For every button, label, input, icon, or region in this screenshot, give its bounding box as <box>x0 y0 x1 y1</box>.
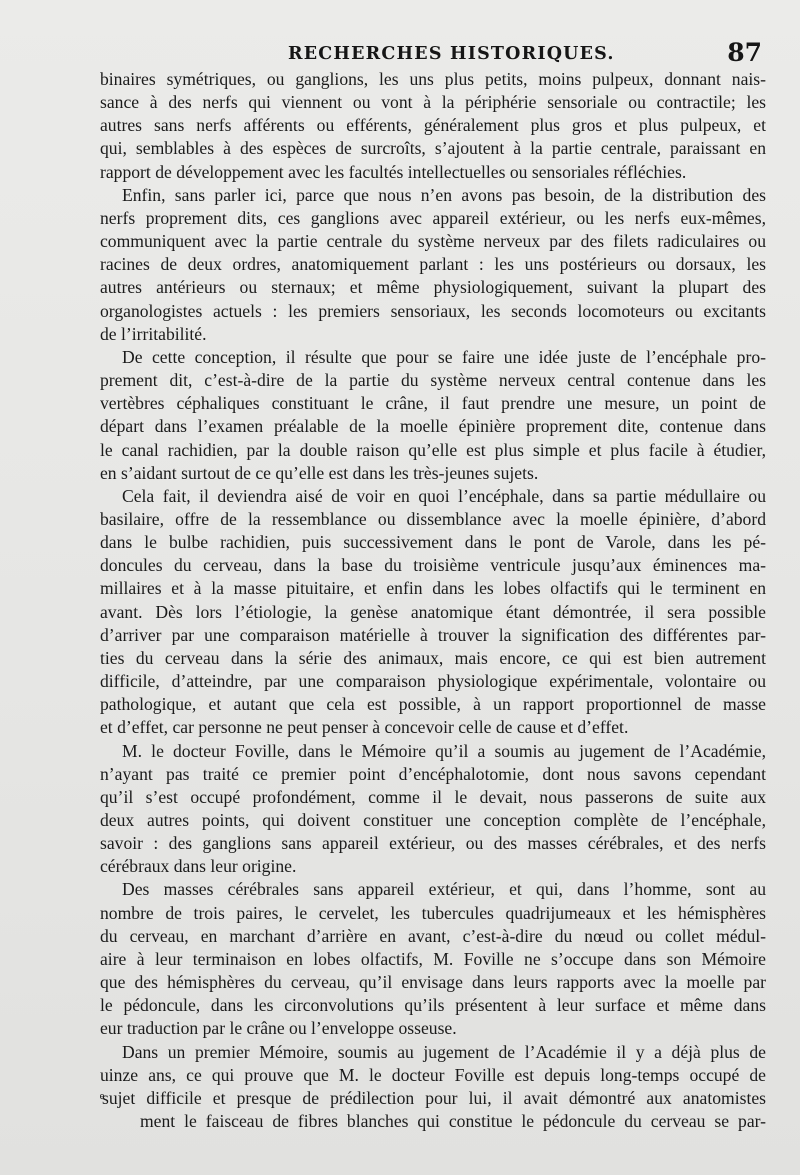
text-line: aire à leur terminaison en lobes olfactifs, M. Foville ne s’occupe dans son Mémoire <box>100 948 766 969</box>
text-line: millaires et à la masse pituitaire, et enfin dans les lobes olfactifs qui le terminent en <box>100 578 766 599</box>
text-line: qu’il s’est occupé profondément, comme il le devait, nous passerons de suite aux <box>100 786 766 807</box>
text-line: rapport de développement avec les facultés intellectuelles ou sensoriales réfléchies. <box>100 161 687 182</box>
text-line: racines de deux ordres, anatomiquement parlant : les uns postérieurs ou dorsaux, les <box>100 254 766 275</box>
text-line: autres sans nerfs afférents ou efférents, généralement plus gros et plus pulpeux, et <box>100 115 766 136</box>
text-line: du cerveau, en marchant d’arrière en avant, c’est-à-dire du nœud ou collet médul- <box>100 925 766 946</box>
text-line: en s’aidant surtout de ce qu’elle est dans les très-jeunes sujets. <box>100 462 539 483</box>
text-line: n’ayant pas traité ce premier point d’encéphalotomie, dont nous savons cependant <box>100 763 766 784</box>
text-line: et d’effet, car personne ne peut penser à concevoir celle de cause et d’effet. <box>100 717 629 738</box>
text-line: de l’irritabilité. <box>100 323 207 344</box>
body-text <box>100 68 766 1133</box>
text-line: vertèbres céphaliques constituant le crâne, il faut prendre une mesure, un point de <box>100 393 766 414</box>
text-line: pathologique, et autant que cela est possible, à un rapport proportionnel de masse <box>100 694 766 715</box>
text-line: Des masses cérébrales sans appareil extérieur, et qui, dans l’homme, sont au <box>122 879 766 900</box>
text-line: communiquent avec la partie centrale du système nerveux par des filets radiculaires ou <box>100 231 766 252</box>
text-line: sance à des nerfs qui viennent ou vont à la périphérie sensoriale ou contractile; les <box>100 92 766 113</box>
text-line: qui, semblables à des espèces de surcroîts, s’ajoutent à la partie centrale, paraissant en <box>100 138 766 159</box>
text-line: deux autres points, qui doivent constituer une conception complète de l’encéphale, <box>100 810 766 830</box>
text-line: le canal rachidien, par la double raison qu’elle est plus simple et plus facile à étudier, <box>100 439 766 460</box>
text-line: prement dit, c’est-à-dire de la partie du système nerveux central contenue dans les <box>100 370 766 391</box>
text-line: avant. Dès lors l’étiologie, la genèse anatomique étant démontrée, il sera possible <box>100 601 766 622</box>
text-line: M. le docteur Foville, dans le Mémoire qu’il a soumis au jugement de l’Académie, <box>122 740 766 761</box>
text-line: doncules du cerveau, dans la base du troisième ventricule jusqu’aux éminences ma- <box>100 555 766 576</box>
text-line: autres antérieurs ou sternaux; et même physiologiquement, suivant la plupart des <box>100 277 766 298</box>
text-line: départ dans l’examen préalable de la moelle épinière proprement dite, contenue dans <box>100 416 766 437</box>
text-line: ͤsujet difficile et presque de prédilection pour lui, il avait démontré aux anatomistes <box>102 1087 766 1108</box>
text-line: d’arriver par une comparaison matérielle à trouver la signification des différentes par- <box>100 624 766 645</box>
text-line: Cela fait, il deviendra aisé de voir en quoi l’encéphale, dans sa partie médullaire ou <box>122 485 766 506</box>
text-line: Enfin, sans parler ici, parce que nous n’en avons pas besoin, de la distribution des <box>122 184 766 205</box>
text-line: difficile, d’atteindre, par une comparaison physiologique expérimentale, volontaire ou <box>100 671 766 692</box>
text-line: Dans un premier Mémoire, soumis au jugement de l’Académie il y a déjà plus de <box>122 1041 766 1062</box>
text-line: eur traduction par le crâne ou l’enveloppe osseuse. <box>100 1018 457 1039</box>
page-number: 87 <box>727 38 762 67</box>
text-line: que des hémisphères du cerveau, qu’il envisage dans leurs rapports avec la moelle par <box>100 972 766 993</box>
text-line: cérébraux dans leur origine. <box>100 856 297 877</box>
text-line: binaires symétriques, ou ganglions, les uns plus petits, moins pulpeux, donnant nais- <box>100 69 766 89</box>
text-line: savoir : des ganglions sans appareil extérieur, ou des masses cérébrales, et des nerfs <box>100 833 766 854</box>
text-line: dans le bulbe rachidien, puis successivement dans le pont de Varole, dans les pé- <box>100 532 766 553</box>
text-line: le pédoncule, dans les circonvolutions qu’ils présentent à leur surface et même dans <box>100 995 766 1016</box>
text-line: uinze ans, ce qui prouve que M. le docteur Foville est depuis long-temps occupé de <box>100 1064 766 1085</box>
text-line: De cette conception, il résulte que pour se faire une idée juste de l’encéphale pro- <box>122 346 766 367</box>
text-line: ties du cerveau dans la série des animaux, mais encore, ce qui est bien autrement <box>100 647 766 668</box>
running-head: RECHERCHES HISTORIQUES. <box>288 44 615 64</box>
text-line: ment le faisceau de fibres blanches qui constitue le pédoncule du cerveau se par- <box>140 1111 766 1132</box>
text-line: nombre de trois paires, le cervelet, les tubercules quadrijumeaux et les hémisphères <box>100 902 766 923</box>
text-line: basilaire, offre de la ressemblance ou dissemblance avec la moelle épinière, d’abord <box>100 508 766 529</box>
text-line: nerfs proprement dits, ces ganglions avec appareil extérieur, ou les nerfs eux-mêmes, <box>100 207 766 228</box>
text-line: organologistes actuels : les premiers sensoriaux, les seconds locomoteurs ou excitants <box>100 300 766 321</box>
